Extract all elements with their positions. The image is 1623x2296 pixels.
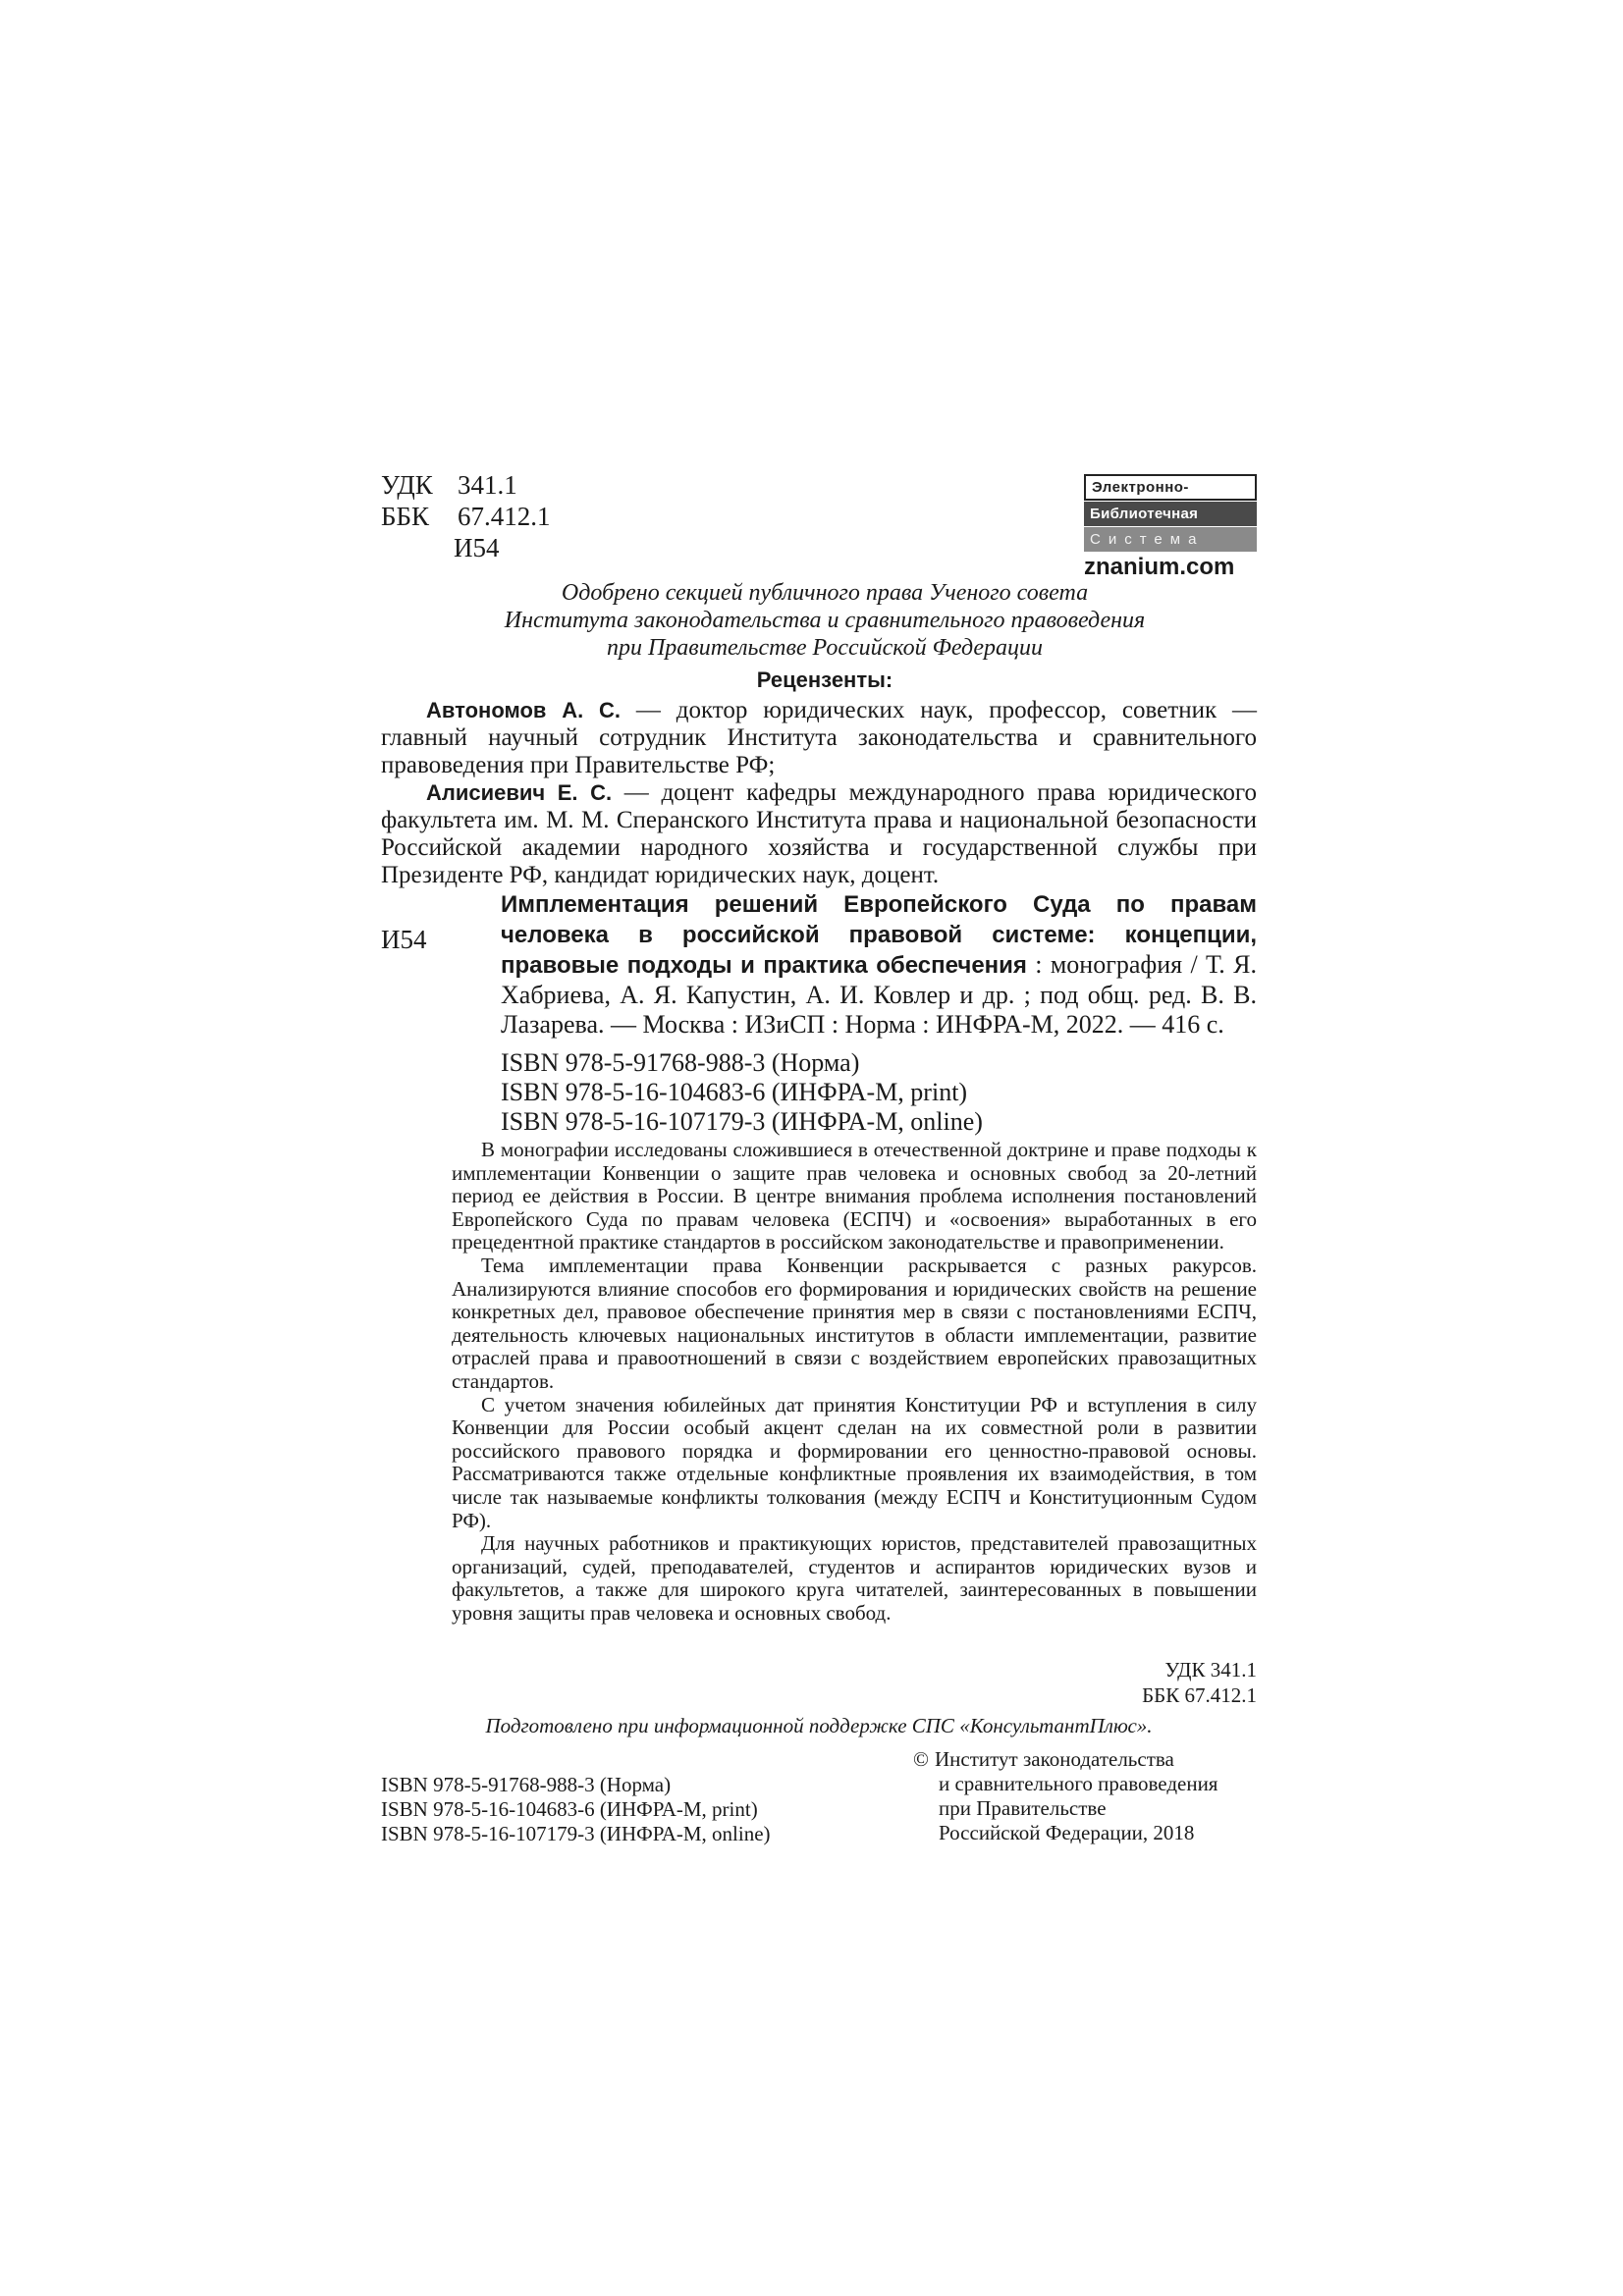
logo-line-1: Электронно- xyxy=(1084,474,1257,501)
isbn-line: ISBN 978-5-16-107179-3 (ИНФРА-М, online) xyxy=(381,1822,771,1845)
isbn-line: ISBN 978-5-91768-988-3 (Норма) xyxy=(381,1773,672,1796)
isbn-line: ISBN 978-5-16-107179-3 (ИНФРА-М, online) xyxy=(501,1107,983,1136)
copyright-first-line xyxy=(913,1747,1217,1772)
abstract-paragraph: С учетом значения юбилейных дат принятия Конституции РФ и вступления в силу Конвенции для России особый акцент сделан на их совместной роли в развитии российского правового порядка и формировании его ценностно-правовой основы. Рассматриваются также отдельные конфликтные проявления их взаимодействия, в том числе так называемые конфликты толкования (между ЕСПЧ и Конституционным Судом РФ). xyxy=(452,1392,1257,1532)
abstract-paragraph: Для научных работников и практикующих юристов, представителей правозащитных организаций, судей, преподавателей, студентов и аспирантов юридических вузов и факультетов, а также для широкого круга читателей, заинтересованных в повышении уровня защиты прав человека и основных свобод. xyxy=(452,1531,1257,1625)
author-sign: И54 xyxy=(454,533,500,562)
approval-line: Одобрено секцией публичного права Ученого совета xyxy=(561,580,1089,606)
reviewer-description: — доцент кафедры международного права юридического факультета им. М. М. Сперанского Института права и национальной безопасности Российской академии народного хозяйства и государственной службы при Президенте РФ, кандидат юридических наук, доцент. xyxy=(381,779,1257,888)
bibliographic-details: : монография / Т. Я. Хабриева, А. Я. Капустин, А. И. Ковлер и др. ; под общ. ред. В. В. Лазарева. — Москва : ИЗиСП : Норма : ИНФРА-М, 2022. — 416 с. xyxy=(501,950,1257,1039)
bbk-row xyxy=(381,501,551,532)
book-title: Имплементация решений Европейского Суда по правам человека в российской правовой системе: концепции, правовые подходы и практика обеспечения xyxy=(501,891,1257,979)
abstract xyxy=(452,1139,1257,1625)
reviewer-description: — доктор юридических наук, профессор, советник — главный научный сотрудник Института законодательства и сравнительного правоведения при Правительстве РФ; xyxy=(381,697,1258,778)
logo-line-3: Система xyxy=(1084,527,1257,552)
isbn-list xyxy=(501,1048,983,1137)
isbn-line: ISBN 978-5-91768-988-3 (Норма) xyxy=(501,1048,860,1077)
reviewers-list xyxy=(381,697,1257,889)
isbn-line: ISBN 978-5-16-104683-6 (ИНФРА-М, print) xyxy=(381,1797,758,1821)
approval-line: Института законодательства и сравнительного правоведения xyxy=(504,608,1146,633)
copyright-line: и сравнительного правоведения xyxy=(939,1772,1218,1795)
bibliography-code: И54 xyxy=(381,925,427,954)
abstract-paragraph: В монографии исследованы сложившиеся в отечественной доктрине и праве подходы к имплементации Конвенции о защите прав человека и основных свобод за 20-летний период ее действия в России. В центре внимания проблема исполнения постановлений Европейского Суда по правам человека (ЕСПЧ) и «освоения» выработанных в его прецедентной практике стандартов в российском законодательстве и правоприменении. xyxy=(452,1138,1257,1255)
copyright-symbol: © xyxy=(913,1747,929,1771)
classification-codes-repeat xyxy=(1080,1657,1257,1708)
reviewer-name: Автономов А. С. xyxy=(426,698,621,722)
reviewer-entry xyxy=(381,779,1257,889)
reviewers-heading: Рецензенты: xyxy=(756,667,893,692)
abstract-paragraph: Тема имплементации права Конвенции раскрывается с разных ракурсов. Анализируются влияние способов его формирования и юридических свойств на решение конкретных дел, правовое обеспечение принятия мер в связи с постановлениями ЕСПЧ, деятельность ключевых национальных институтов в области имплементации, развитие отраслей права и правоотношений в связи с воздействием европейских правозащитных стандартов. xyxy=(452,1253,1257,1393)
copyright-line: Российской Федерации, 2018 xyxy=(939,1821,1195,1844)
logo-line-2: Библиотечная xyxy=(1084,502,1257,526)
udk-value: 341.1 xyxy=(458,470,517,500)
reviewer-entry xyxy=(381,697,1257,779)
copyright-line: при Правительстве xyxy=(939,1796,1107,1820)
bbk-value: 67.412.1 xyxy=(458,502,551,531)
znanium-logo xyxy=(1084,474,1257,581)
copyright-block xyxy=(913,1747,1217,1845)
copyright-line: Институт законодательства xyxy=(935,1747,1174,1771)
bibliographic-record xyxy=(501,889,1257,1040)
reviewer-name: Алисиевич Е. С. xyxy=(426,780,613,805)
udk-repeat: УДК 341.1 xyxy=(1164,1658,1257,1682)
udk-row xyxy=(381,469,551,501)
classification-codes xyxy=(381,469,551,563)
logo-url: znanium.com xyxy=(1084,554,1235,580)
isbn-bottom-list xyxy=(381,1773,771,1846)
isbn-line: ISBN 978-5-16-104683-6 (ИНФРА-М, print) xyxy=(501,1078,968,1106)
prepared-note: Подготовлено при информационной поддержке СПС «КонсультантПлюс». xyxy=(485,1714,1153,1737)
bbk-repeat: ББК 67.412.1 xyxy=(1142,1683,1257,1707)
approval-line: при Правительстве Российской Федерации xyxy=(606,635,1044,661)
bbk-label: ББК xyxy=(381,502,430,531)
approval-note xyxy=(422,579,1227,662)
udk-label: УДК xyxy=(381,470,433,500)
